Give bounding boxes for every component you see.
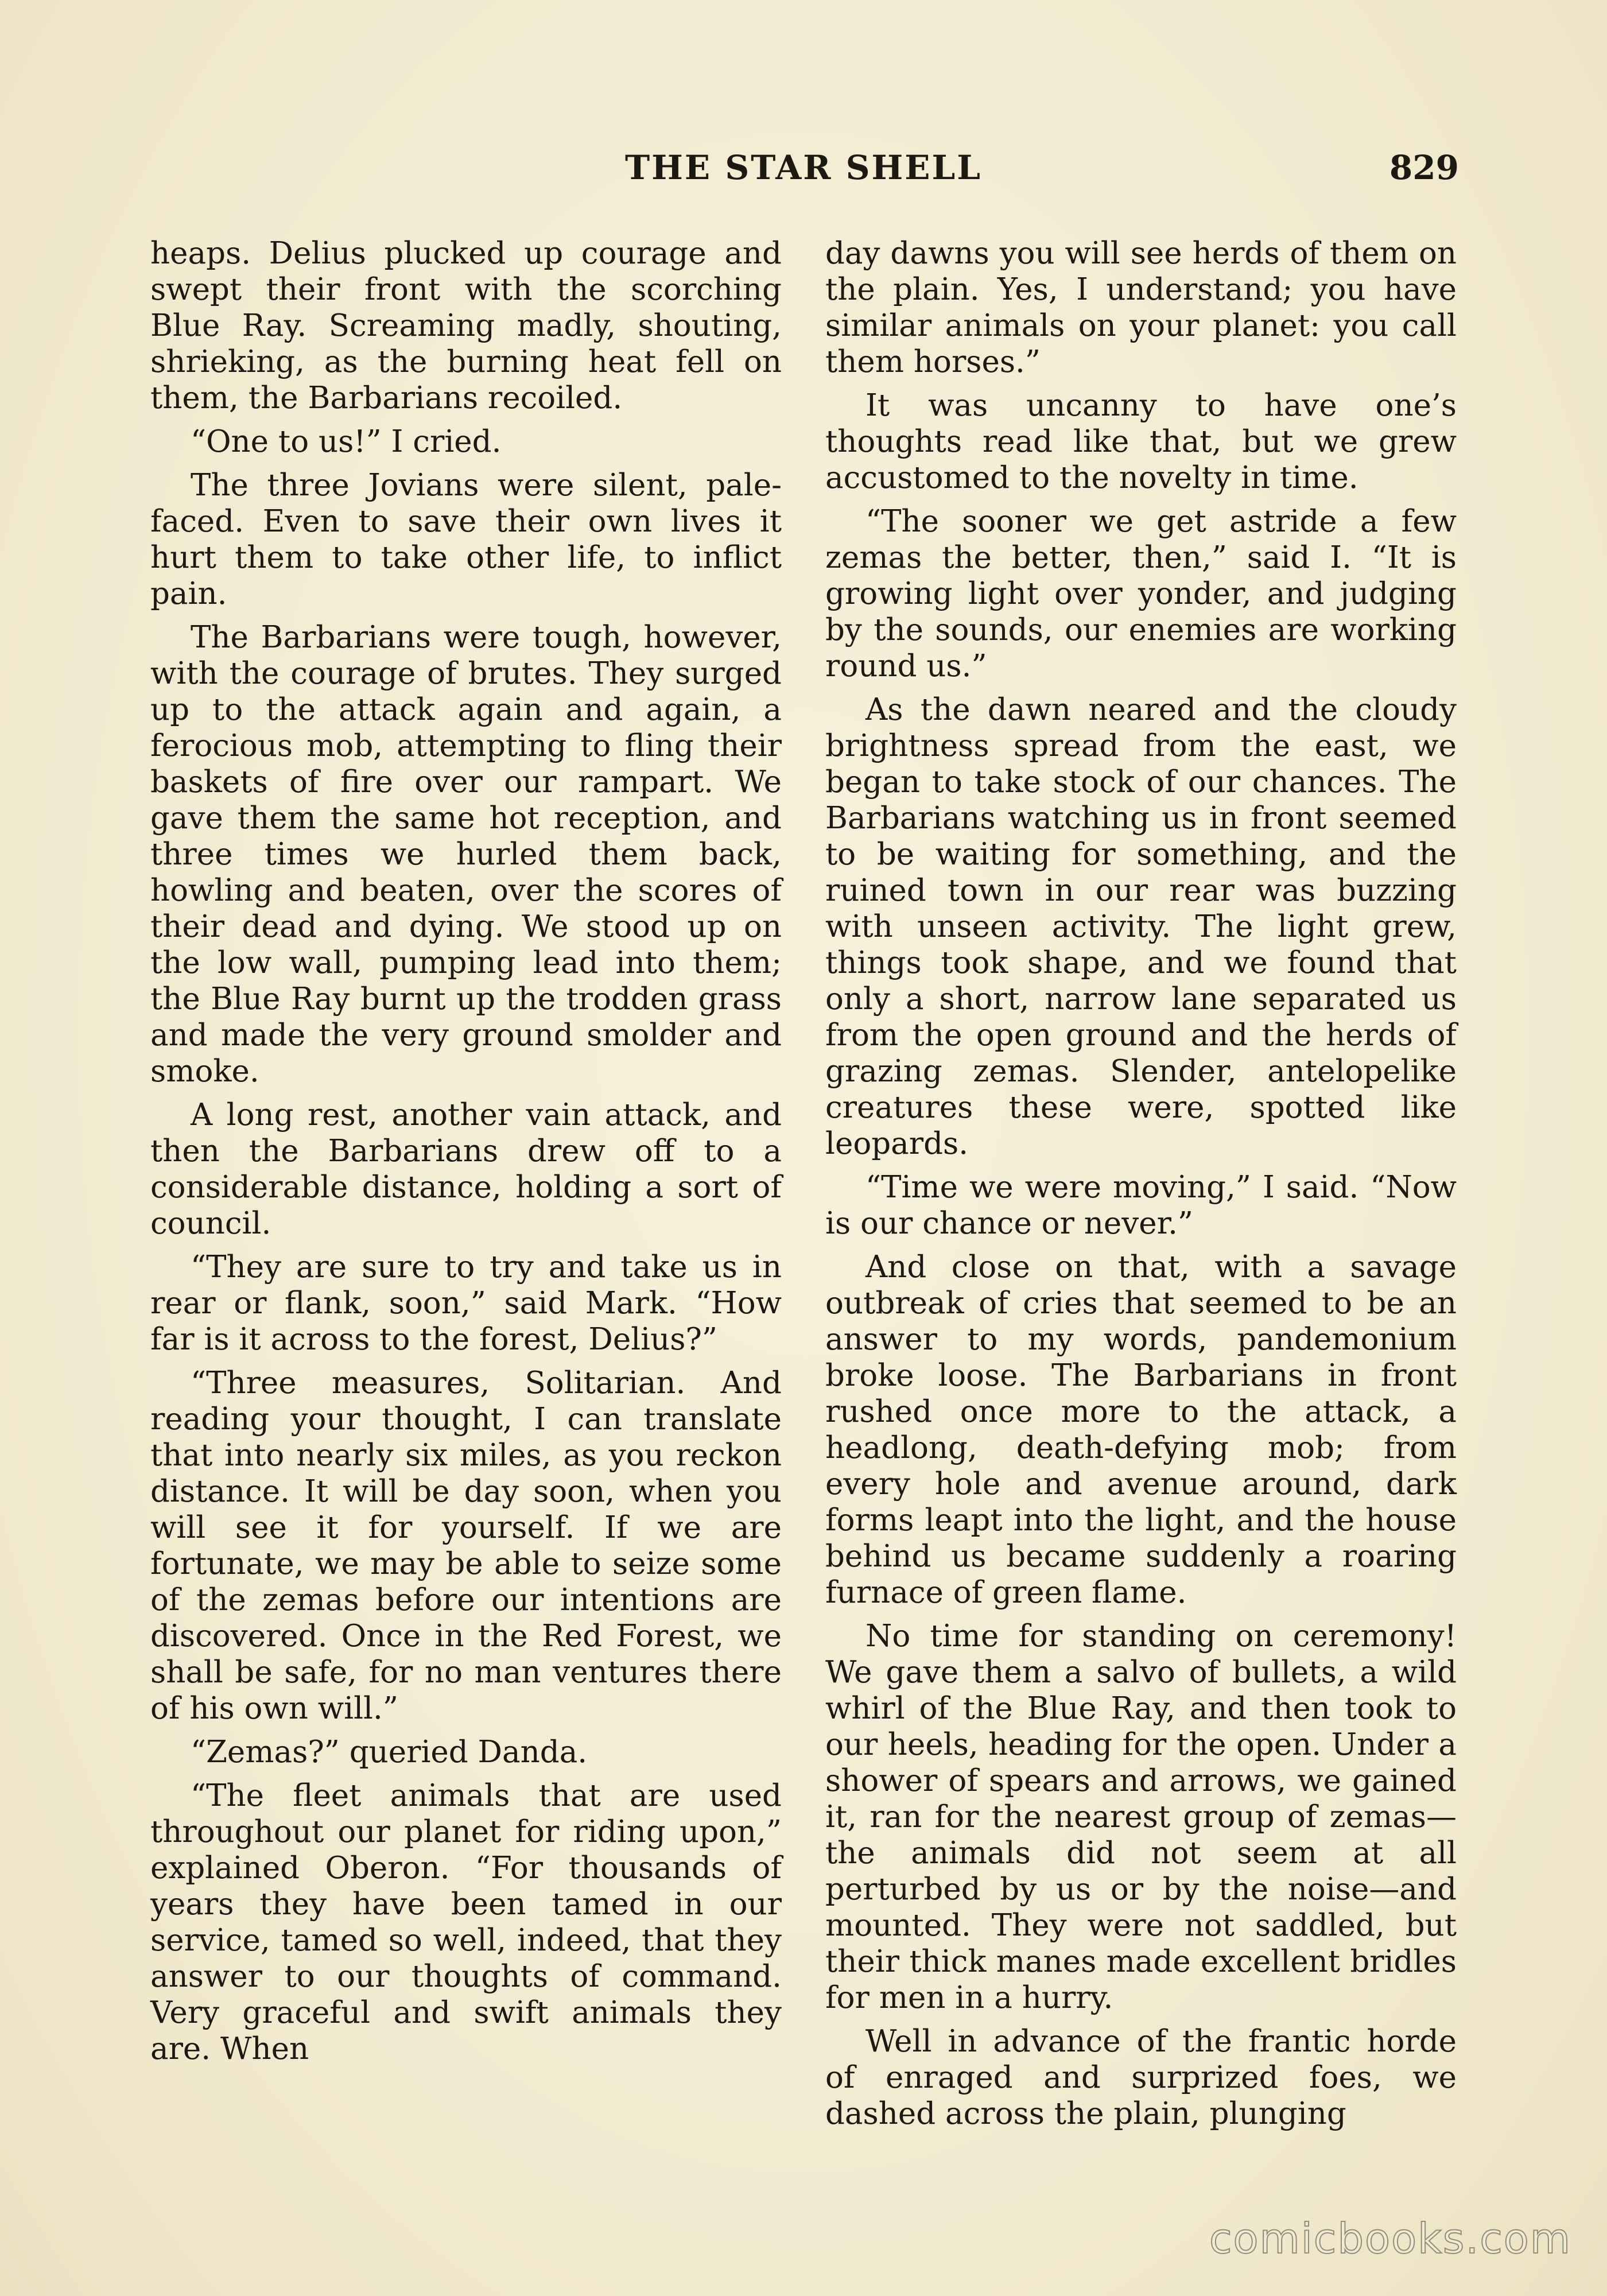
paragraph: “Zemas?” queried Danda.	[191, 1735, 588, 1770]
right-column	[825, 235, 1457, 2139]
paragraph: “One to us!” I cried.	[191, 424, 502, 459]
paragraph: It was uncanny to have one’s thoughts read like that, but we grew accustomed to the novelty in time.	[825, 388, 1457, 495]
paragraph: And close on that, with a savage outbreak of cries that seemed to be an answer to my words, pandemonium broke loose. The Barbarians in front rushed once more to the attack, a headlong, death-defying mob; from every hole and avenue around, dark forms leapt into the light, and the house behind us became suddenly a roaring furnace of green flame.	[825, 1250, 1457, 1610]
watermark: comicbooks.com	[1209, 2214, 1571, 2263]
paragraph: The three Jovians were silent, pale-faced. Even to save their own lives it hurt them to take other life, to inflict pain.	[150, 468, 782, 611]
paragraph: heaps. Delius plucked up courage and swept their front with the scorching Blue Ray. Screaming madly, shouting, shrieking, as the burning heat fell on them, the Barbarians recoiled.	[150, 236, 782, 416]
left-column	[150, 235, 782, 2074]
paragraph: Well in advance of the frantic horde of enraged and surprized foes, we dashed across the plain, plunging	[825, 2024, 1457, 2131]
paragraph: “Three measures, Solitarian. And reading your thought, I can translate that into nearly six miles, as you reckon distance. It will be day soon, when you will see it for yourself. If we are fortunate, we may be able to seize some of the zemas before our intentions are discovered. Once in the Red Forest, we shall be safe, for no man ventures there of his own will.”	[150, 1366, 782, 1726]
paragraph: “Time we were moving,” I said. “Now is our chance or never.”	[825, 1170, 1457, 1241]
paragraph: day dawns you will see herds of them on the plain. Yes, I understand; you have similar animals on your planet: you call them horses.”	[825, 236, 1457, 379]
paragraph: “The sooner we get astride a few zemas the better, then,” said I. “It is growing light over yonder, and judging by the sounds, our enemies are working round us.”	[825, 504, 1457, 684]
running-title: THE STAR SHELL	[624, 148, 983, 187]
paragraph: A long rest, another vain attack, and then the Barbarians drew off to a considerable distance, holding a sort of council.	[150, 1097, 782, 1241]
page-number: 829	[1389, 148, 1459, 187]
paragraph: The Barbarians were tough, however, with the courage of brutes. They surged up to the attack again and again, a ferocious mob, attempting to fling their baskets of fire over our rampart. We gave them the same hot reception, and three times we hurled them back, howling and beaten, over the scores of their dead and dying. We stood up on the low wall, pumping lead into them; the Blue Ray burnt up the trodden grass and made the very ground smolder and smoke.	[150, 620, 782, 1089]
paragraph: No time for standing on ceremony! We gave them a salvo of bullets, a wild whirl of the Blue Ray, and then took to our heels, heading for the open. Under a shower of spears and arrows, we gained it, ran for the nearest group of zemas—the animals did not seem at all perturbed by us or by the noise—and mounted. They were not saddled, but their thick manes made excellent bridles for men in a hurry.	[825, 1619, 1457, 2015]
paragraph: As the dawn neared and the cloudy brightness spread from the east, we began to take stock of our chances. The Barbarians watching us in front seemed to be waiting for something, and the ruined town in our rear was buzzing with unseen activity. The light grew, things took shape, and we found that only a short, narrow lane separated us from the open ground and the herds of grazing zemas. Slender, antelopelike creatures these were, spotted like leopards.	[825, 692, 1457, 1161]
paragraph: “The fleet animals that are used throughout our planet for riding upon,” explained Oberon. “For thousands of years they have been tamed in our service, tamed so well, indeed, that they answer to our thoughts of command. Very graceful and swift animals they are. When	[150, 1778, 782, 2066]
paragraph: “They are sure to try and take us in rear or flank, soon,” said Mark. “How far is it across to the forest, Delius?”	[150, 1250, 782, 1357]
